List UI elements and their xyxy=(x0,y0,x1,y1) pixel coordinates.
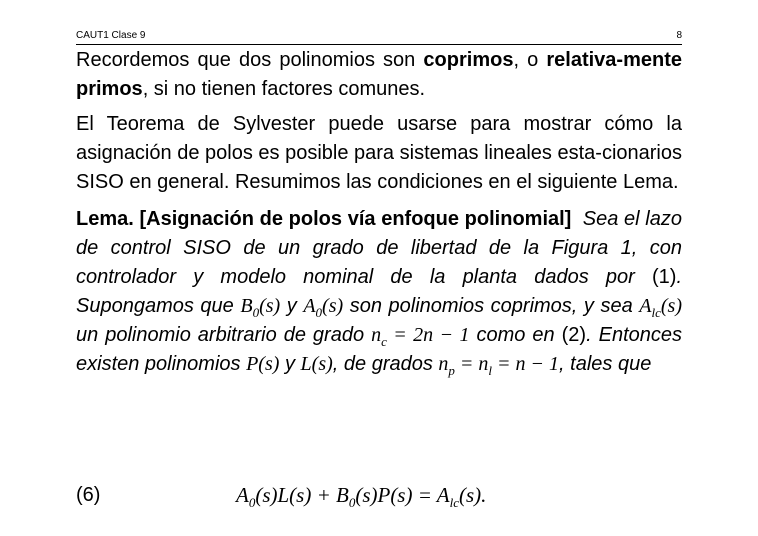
math-Ls: L(s) xyxy=(300,353,333,375)
lemma-text: Sea el lazo de control SISO de un grado de libertad de la Figura 1, con controlador y modelo nominal de la planta dados por (1). Supongamos que $B_0(s)$ y $A_0(s)$ son polinomios coprimos, y sea $A_{lc}(s)$ un polinomio arbitrario de grado $n_c = 2n - 1$ como en (2). Entonces existen polinomios P(s) y L(s), de grados $n_p = n_l = n - 1$, tales que xyxy=(76,208,683,378)
math-Ps: P(s) xyxy=(246,353,280,375)
page-header xyxy=(76,30,682,45)
math-degrees: $n_p = n_l = n - 1$ xyxy=(438,353,560,378)
math-Alcs: $A_{lc}(s)$ xyxy=(639,295,682,320)
header-page-number: 8 xyxy=(676,30,682,41)
equation-6 xyxy=(76,480,682,510)
lemma-block xyxy=(76,205,682,379)
paragraph-coprimes: Recordemos que dos polinomios son coprimos, o relativa-mente primos, si no tienen factores comunes. xyxy=(76,49,682,100)
slide-content xyxy=(76,46,682,379)
header-course-label: CAUT1 Clase 9 xyxy=(76,30,146,41)
ref-eq-1[interactable]: (1) xyxy=(651,266,677,288)
paragraph-sylvester: El Teorema de Sylvester puede usarse para mostrar cómo la asignación de polos es posible para sistemas lineales esta-cionarios SISO en general. Resumimos las condiciones en el siguiente Lema. xyxy=(76,113,682,193)
math-nc: $n_c = 2n - 1$ xyxy=(371,324,470,349)
math-B0s: $B_0(s)$ xyxy=(240,295,281,320)
equation-number: (6) xyxy=(76,484,101,506)
term-coprimos: coprimos xyxy=(423,49,514,71)
lemma-title: Lema. [Asignación de polos vía enfoque polinomial] xyxy=(76,208,572,230)
math-A0s: $A_0(s)$ xyxy=(303,295,344,320)
ref-eq-2[interactable]: (2) xyxy=(561,324,587,346)
equation-formula: $A_0(s)L(s) + B_0(s)P(s) = A_{lc}(s)$. xyxy=(236,483,487,511)
term-relativamente-primos: relativa-mente primos xyxy=(76,49,682,100)
